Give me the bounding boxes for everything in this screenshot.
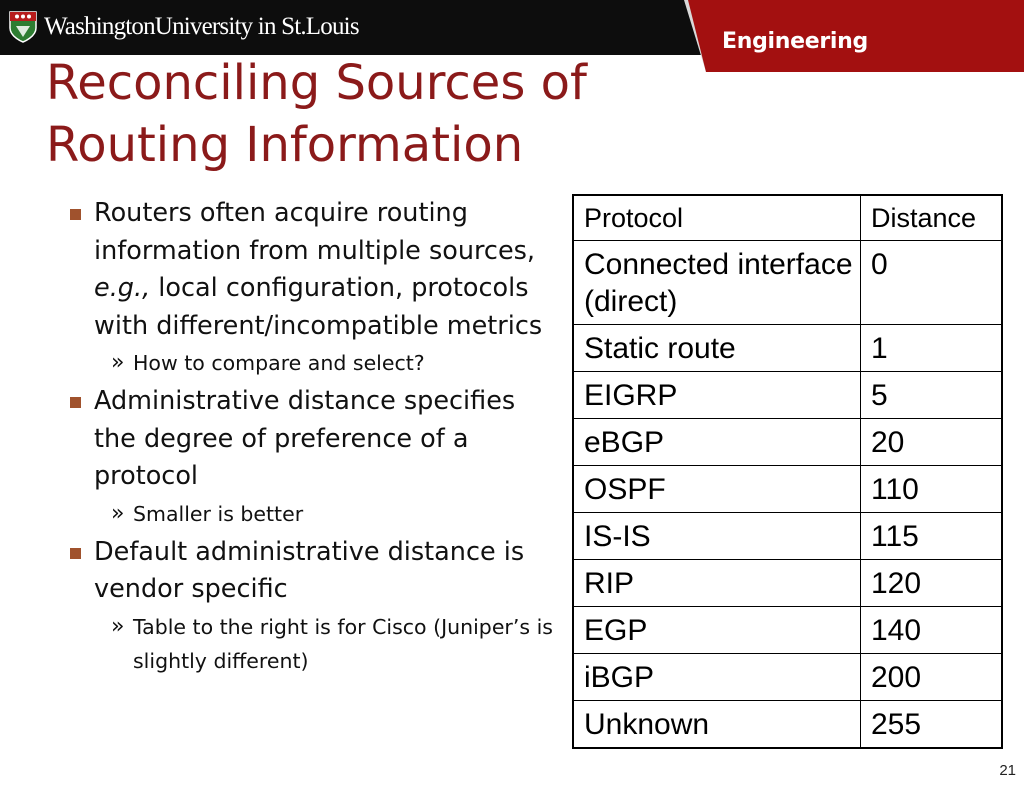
table-row: [573, 419, 1002, 466]
distance-cell: 115: [861, 513, 1003, 560]
distance-cell: 140: [861, 607, 1003, 654]
table-header-row: [573, 195, 1002, 241]
distance-cell: 0: [861, 241, 1003, 325]
table-row: [573, 372, 1002, 419]
square-bullet-icon: [70, 548, 81, 559]
square-bullet-icon: [70, 209, 81, 220]
bullet-text: Default administrative distance is vendor specific: [94, 536, 525, 604]
table-row: [573, 466, 1002, 513]
header-protocol: Protocol: [573, 195, 861, 241]
bullet-text: local configuration, protocols with different/incompatible metrics: [94, 273, 543, 341]
department-label: Engineering: [722, 29, 868, 54]
bullet-item: [64, 195, 554, 345]
protocol-cell: IS-IS: [573, 513, 861, 560]
table-row: [573, 325, 1002, 372]
sub-bullet-text: Table to the right is for Cisco (Juniper’s is slightly different): [133, 614, 553, 673]
bullet-item: [64, 383, 554, 496]
title-line-1: Reconciling Sources of: [46, 55, 587, 111]
table-row: [573, 607, 1002, 654]
square-bullet-icon: [70, 397, 81, 408]
sub-bullet-marker: »: [111, 350, 125, 375]
bullet-text: Administrative distance specifies the degree of preference of a protocol: [94, 386, 516, 491]
protocol-cell: OSPF: [573, 466, 861, 513]
protocol-cell: eBGP: [573, 419, 861, 466]
distance-cell: 5: [861, 372, 1003, 419]
table-row: [573, 701, 1002, 749]
header-distance: Distance: [861, 195, 1003, 241]
university-name: WashingtonUniversity in St.Louis: [44, 13, 359, 40]
protocol-cell: Connected interface (direct): [573, 241, 861, 325]
protocol-cell: iBGP: [573, 654, 861, 701]
slide-title: [46, 52, 686, 176]
protocol-cell: Unknown: [573, 701, 861, 749]
distance-cell: 110: [861, 466, 1003, 513]
shield-icon: [8, 10, 38, 44]
protocol-cell: RIP: [573, 560, 861, 607]
sub-bullet-marker: »: [111, 500, 125, 526]
page-number: 21: [999, 762, 1016, 779]
bullet-list: [64, 195, 554, 681]
admin-distance-table: [572, 194, 1003, 749]
protocol-cell: EIGRP: [573, 372, 861, 419]
table-row: [573, 513, 1002, 560]
sub-bullet-item: [64, 610, 554, 678]
distance-cell: 255: [861, 701, 1003, 749]
distance-cell: 120: [861, 560, 1003, 607]
table-row: [573, 241, 1002, 325]
title-line-2: Routing Information: [46, 117, 524, 173]
protocol-cell: EGP: [573, 607, 861, 654]
sub-bullet-text: Smaller is better: [133, 501, 304, 526]
distance-cell: 20: [861, 419, 1003, 466]
distance-cell: 200: [861, 654, 1003, 701]
sub-bullet-text: How to compare and select?: [133, 351, 425, 375]
distance-cell: 1: [861, 325, 1003, 372]
bullet-text: Routers often acquire routing information from multiple sources,: [94, 198, 536, 266]
table-row: [573, 560, 1002, 607]
bullet-item: [64, 534, 554, 609]
table-row: [573, 654, 1002, 701]
bullet-text-italic: e.g.,: [94, 273, 151, 303]
university-logo[interactable]: [8, 10, 359, 44]
sub-bullet-item: [64, 497, 554, 531]
sub-bullet-marker: »: [111, 613, 125, 639]
sub-bullet-item: [64, 346, 554, 380]
protocol-cell: Static route: [573, 325, 861, 372]
